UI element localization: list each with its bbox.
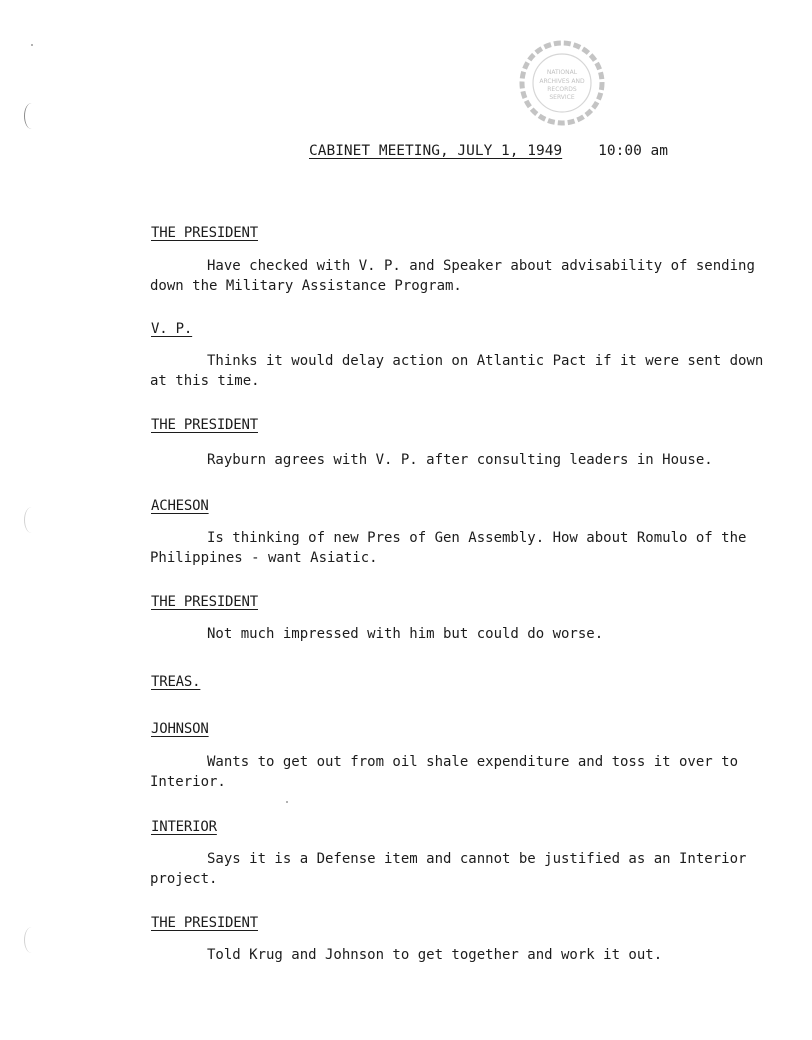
remark-line: Told Krug and Johnson to get together and work it out. xyxy=(207,947,663,963)
binder-hole-mark xyxy=(24,927,39,953)
speaker-remark xyxy=(150,351,764,391)
speaker-label: THE PRESIDENT xyxy=(151,225,258,241)
speaker-label: ACHESON xyxy=(151,498,209,514)
remark-line: Says it is a Defense item and cannot be justified as an Interior xyxy=(207,851,747,867)
speaker-remark xyxy=(150,450,750,470)
binder-hole-mark xyxy=(24,103,39,129)
paper-speck xyxy=(286,801,288,803)
speaker-remark xyxy=(150,624,750,644)
meeting-title-line xyxy=(309,143,668,159)
meeting-title: CABINET MEETING, JULY 1, 1949 xyxy=(309,143,563,159)
stamp-line-1: NATIONAL xyxy=(546,69,578,76)
remark-line: Is thinking of new Pres of Gen Assembly. How about Romulo of the xyxy=(207,530,747,546)
remark-line: Interior. xyxy=(150,774,226,790)
speaker-label: THE PRESIDENT xyxy=(151,417,258,433)
speaker-remark xyxy=(150,849,750,889)
remark-line: at this time. xyxy=(150,373,260,389)
stamp-line-4: SERVICE xyxy=(549,94,575,101)
speaker-remark xyxy=(150,945,750,965)
remark-line: Have checked with V. P. and Speaker about advisability of sending xyxy=(207,258,755,274)
stamp-line-3: RECORDS xyxy=(547,86,577,93)
remark-line: Rayburn agrees with V. P. after consulting leaders in House. xyxy=(207,452,713,468)
speaker-remark xyxy=(150,752,750,792)
remark-line: Not much impressed with him but could do worse. xyxy=(207,626,604,642)
speaker-label: INTERIOR xyxy=(151,819,217,835)
speaker-remark xyxy=(150,256,755,296)
remark-line: project. xyxy=(150,871,218,887)
speaker-label: JOHNSON xyxy=(151,721,209,737)
remark-line: Thinks it would delay action on Atlantic Pact if it were sent down xyxy=(207,353,764,369)
speaker-label: TREAS. xyxy=(151,674,201,690)
speaker-label: THE PRESIDENT xyxy=(151,594,258,610)
speaker-remark xyxy=(150,528,750,568)
stamp-line-2: ARCHIVES AND xyxy=(539,78,585,85)
archives-stamp xyxy=(519,40,605,126)
paper-speck xyxy=(31,44,33,46)
remark-line: Wants to get out from oil shale expenditure and toss it over to xyxy=(207,754,739,770)
speaker-label: V. P. xyxy=(151,321,193,337)
speaker-label: THE PRESIDENT xyxy=(151,915,258,931)
remark-line: Philippines - want Asiatic. xyxy=(150,550,378,566)
meeting-time: 10:00 am xyxy=(598,143,669,159)
remark-line: down the Military Assistance Program. xyxy=(150,278,462,294)
binder-hole-mark xyxy=(24,507,39,533)
